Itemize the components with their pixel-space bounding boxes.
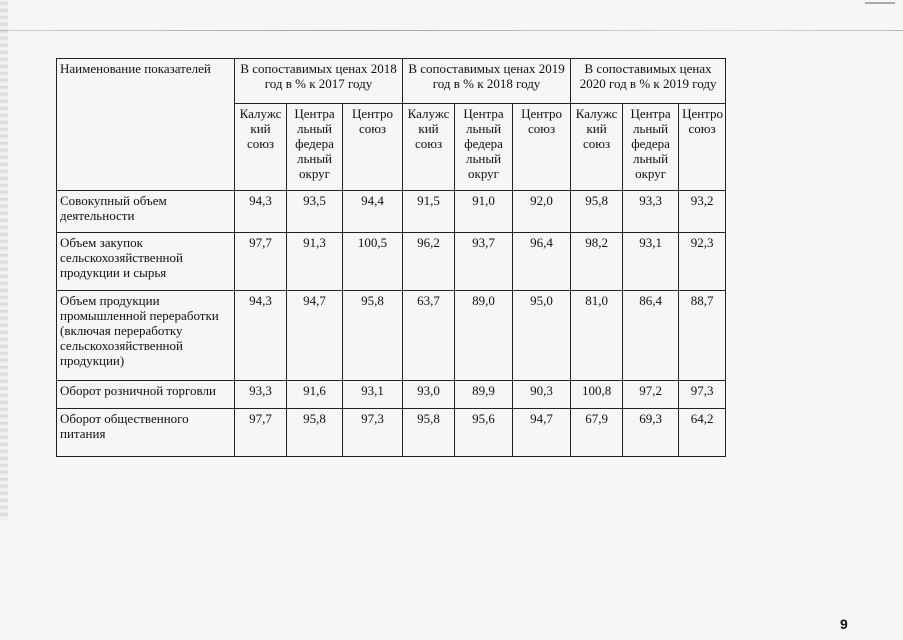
- table-cell: 100,8: [571, 381, 623, 409]
- subheader-cfo-2018: Центра льный федера льный округ: [287, 104, 343, 191]
- row-label: Оборот розничной торговли: [57, 381, 235, 409]
- table-cell: 97,3: [679, 381, 726, 409]
- subheader-cfo-2019: Центра льный федера льный округ: [455, 104, 513, 191]
- subheader-kaluga-2020: Калужс кий союз: [571, 104, 623, 191]
- table-cell: 89,0: [455, 291, 513, 381]
- table-row: [57, 381, 726, 409]
- table-cell: 96,4: [513, 233, 571, 291]
- table-cell: 63,7: [403, 291, 455, 381]
- table-cell: 93,0: [403, 381, 455, 409]
- table-cell: 90,3: [513, 381, 571, 409]
- table-cell: 97,7: [235, 409, 287, 457]
- group-header-2020: В сопоставимых ценах 2020 год в % к 2019 году: [571, 59, 726, 104]
- table-cell: 69,3: [623, 409, 679, 457]
- table-cell: 94,3: [235, 291, 287, 381]
- table-row: [57, 291, 726, 381]
- table-cell: 96,2: [403, 233, 455, 291]
- table-cell: 100,5: [343, 233, 403, 291]
- table-cell: 91,3: [287, 233, 343, 291]
- table-cell: 94,3: [235, 191, 287, 233]
- group-header-2019: В сопоставимых ценах 2019 год в % к 2018 году: [403, 59, 571, 104]
- subheader-cfo-2020: Центра льный федера льный округ: [623, 104, 679, 191]
- row-label: Объем закупок сельскохозяйственной продукции и сырья: [57, 233, 235, 291]
- table-cell: 93,3: [623, 191, 679, 233]
- table-cell: 93,1: [623, 233, 679, 291]
- table-cell: 89,9: [455, 381, 513, 409]
- row-label: Оборот общественного питания: [57, 409, 235, 457]
- table-cell: 91,5: [403, 191, 455, 233]
- table-header-row: [57, 59, 726, 104]
- table-cell: 81,0: [571, 291, 623, 381]
- table-cell: 98,2: [571, 233, 623, 291]
- table-cell: 95,8: [571, 191, 623, 233]
- table-cell: 93,5: [287, 191, 343, 233]
- subheader-centrosoyuz-2018: Центро союз: [343, 104, 403, 191]
- table-cell: 91,0: [455, 191, 513, 233]
- table-row: [57, 191, 726, 233]
- row-label: Объем продукции промышленной переработки (включая переработку сельскохозяйственной продукции): [57, 291, 235, 381]
- table-cell: 64,2: [679, 409, 726, 457]
- table-cell: 97,3: [343, 409, 403, 457]
- indicators-table: [56, 58, 726, 457]
- scan-artifact-line: [0, 30, 903, 31]
- group-header-2018: В сопоставимых ценах 2018 год в % к 2017 году: [235, 59, 403, 104]
- table-cell: 95,6: [455, 409, 513, 457]
- table-cell: 67,9: [571, 409, 623, 457]
- subheader-centrosoyuz-2020: Центро союз: [679, 104, 726, 191]
- table-cell: 95,8: [343, 291, 403, 381]
- table-cell: 94,7: [513, 409, 571, 457]
- indicator-name-header: Наименование показателей: [57, 59, 235, 191]
- table-cell: 95,8: [403, 409, 455, 457]
- table-cell: 92,0: [513, 191, 571, 233]
- table-cell: 95,8: [287, 409, 343, 457]
- page-number: 9: [840, 616, 848, 632]
- table-cell: 97,7: [235, 233, 287, 291]
- table-cell: 88,7: [679, 291, 726, 381]
- table-cell: 91,6: [287, 381, 343, 409]
- subheader-kaluga-2019: Калужс кий союз: [403, 104, 455, 191]
- table-row: [57, 409, 726, 457]
- table-cell: 86,4: [623, 291, 679, 381]
- table-cell: 94,7: [287, 291, 343, 381]
- table-cell: 94,4: [343, 191, 403, 233]
- table-cell: 95,0: [513, 291, 571, 381]
- table-cell: 93,3: [235, 381, 287, 409]
- table-cell: 92,3: [679, 233, 726, 291]
- table-cell: 97,2: [623, 381, 679, 409]
- scan-artifact-mark: [865, 2, 895, 4]
- table-cell: 93,7: [455, 233, 513, 291]
- table-cell: 93,1: [343, 381, 403, 409]
- table-row: [57, 233, 726, 291]
- subheader-kaluga-2018: Калужс кий союз: [235, 104, 287, 191]
- scan-artifact-edge: [0, 0, 8, 520]
- subheader-centrosoyuz-2019: Центро союз: [513, 104, 571, 191]
- row-label: Совокупный объем деятельности: [57, 191, 235, 233]
- table-cell: 93,2: [679, 191, 726, 233]
